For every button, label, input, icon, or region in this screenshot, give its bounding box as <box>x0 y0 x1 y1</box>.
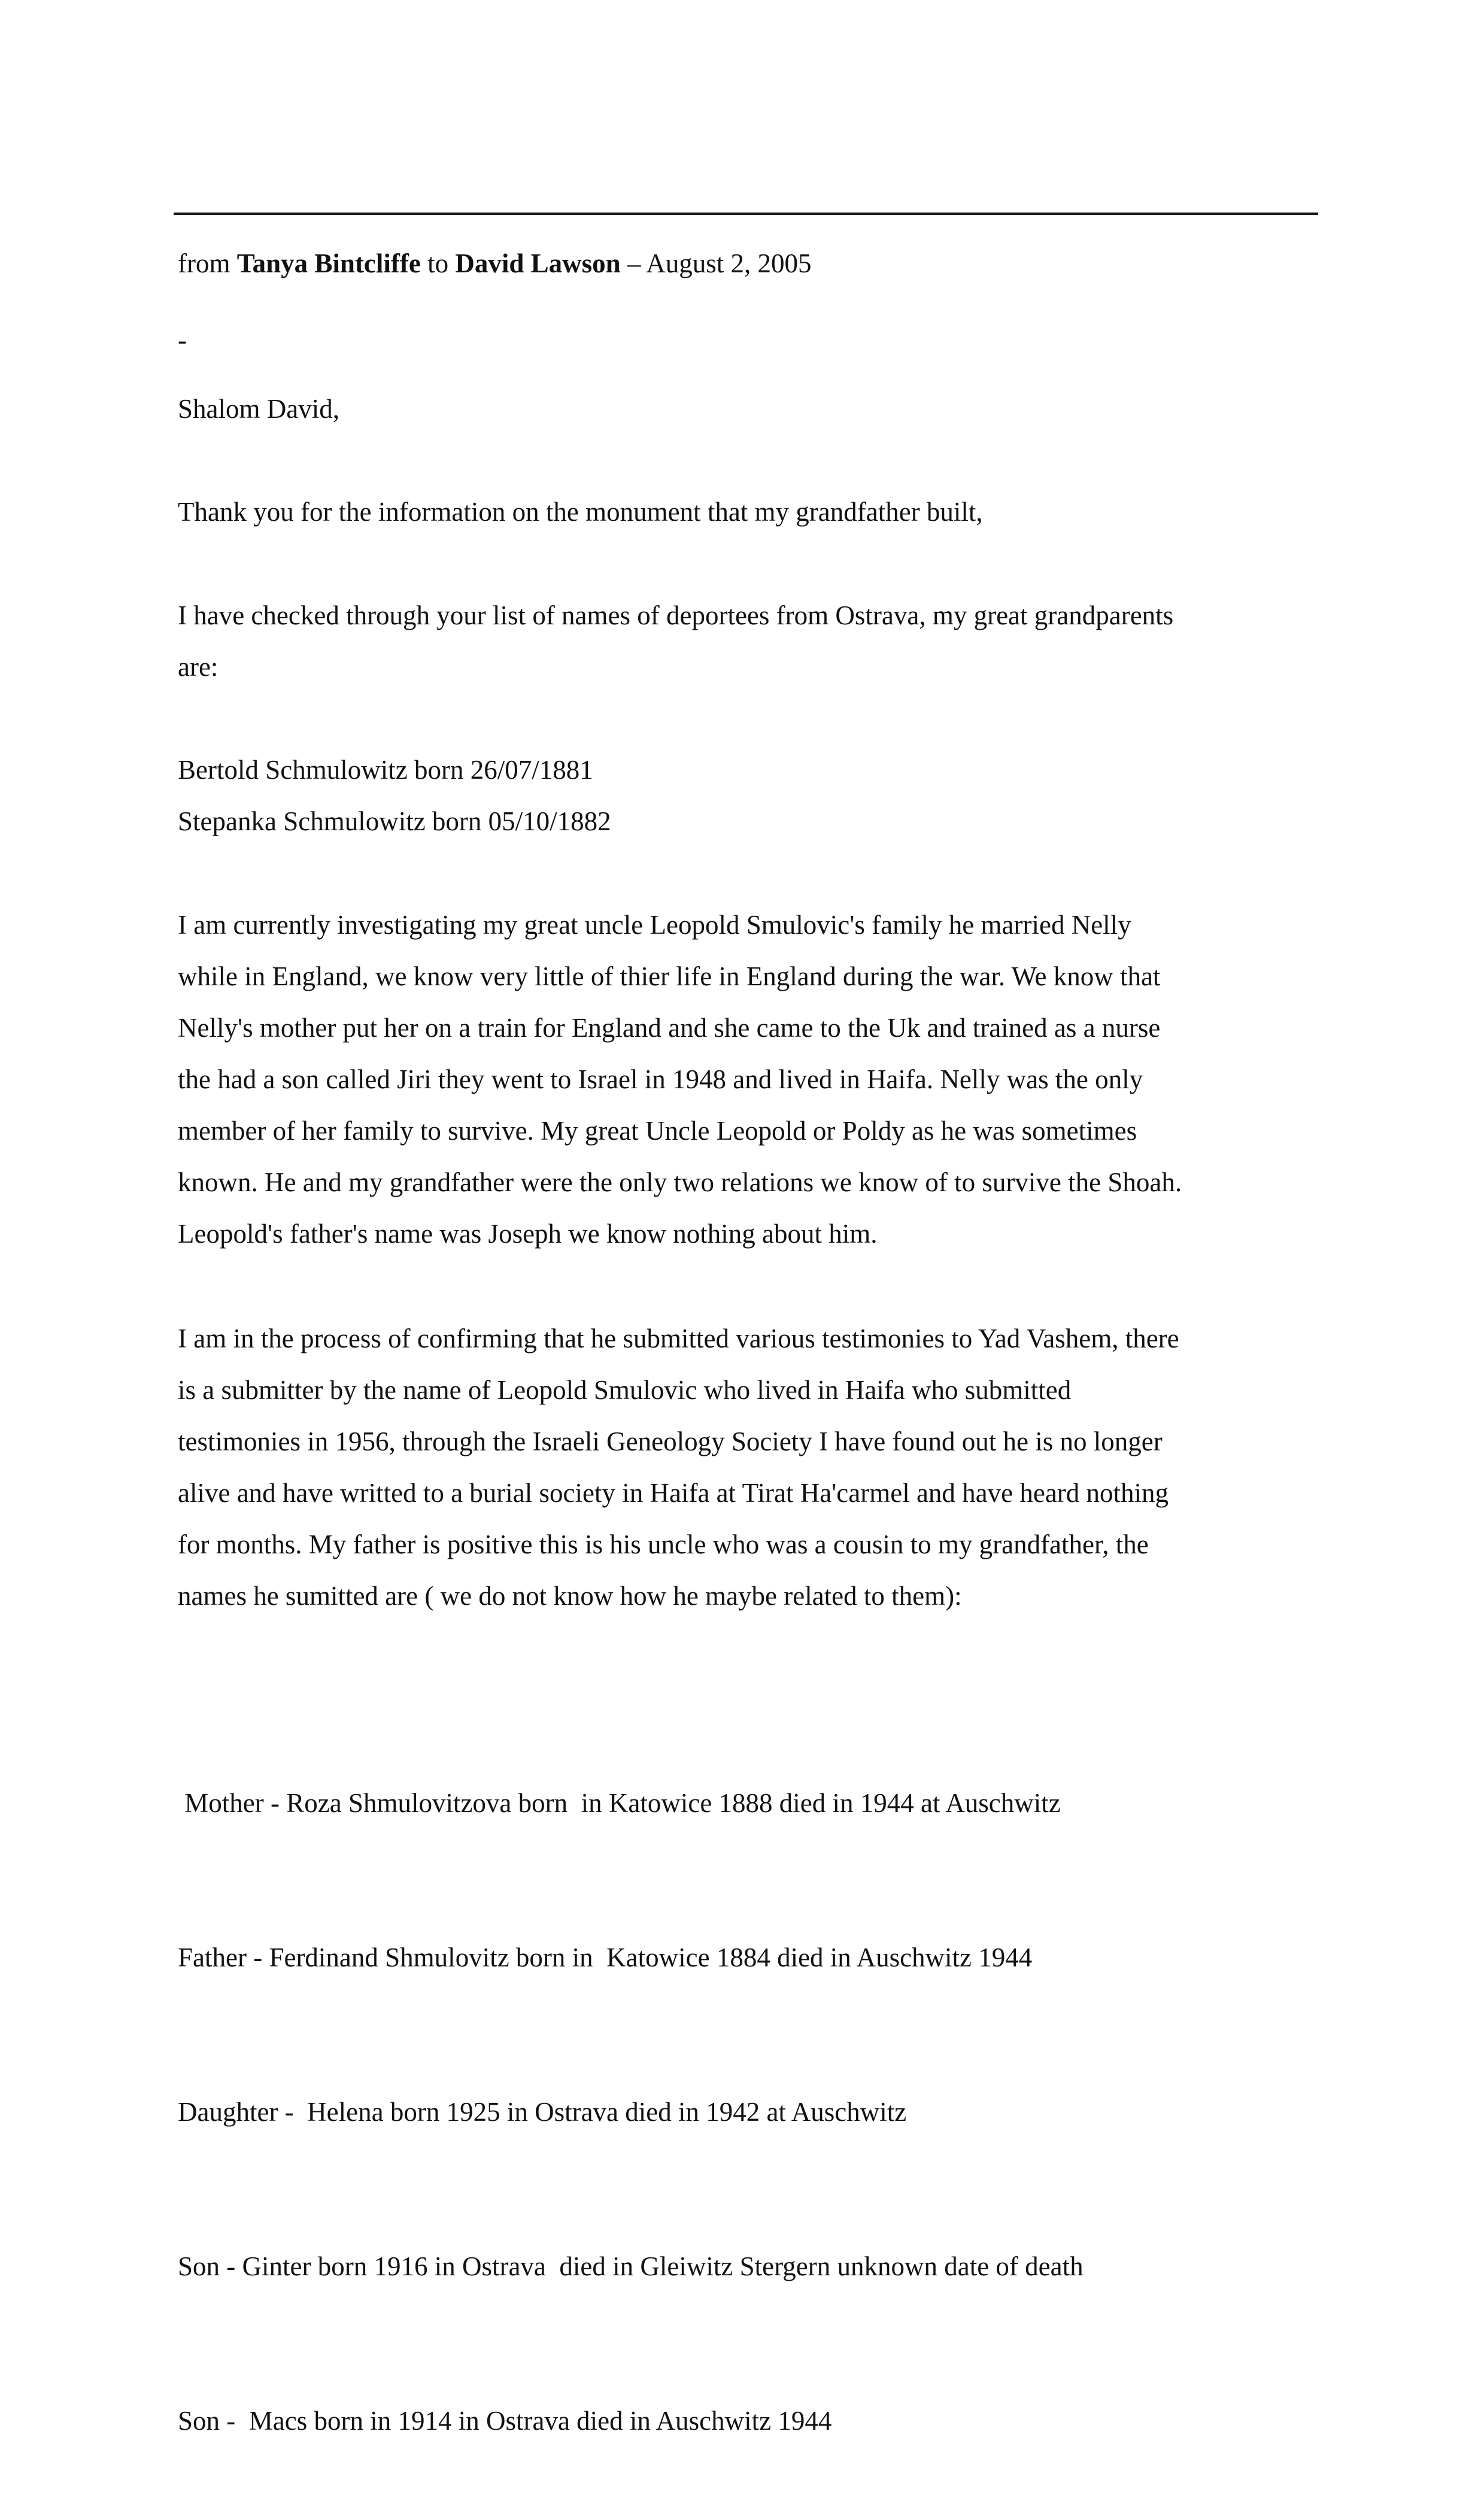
family-members-list <box>178 1674 1321 2498</box>
great-grandparents-list <box>178 744 1321 847</box>
paragraph-line: for months. My father is positive this is his uncle who was a cousin to my grandfather, the <box>178 1529 1149 1559</box>
list-item: Son - Macs born in 1914 in Ostrava died in Auschwitz 1944 <box>178 2406 832 2436</box>
paragraph-line: Thank you for the information on the monument that my grandfather built, <box>178 497 983 527</box>
paragraph-deportees <box>178 590 1321 693</box>
list-item: Son - Ginter born 1916 in Ostrava died in Gleiwitz Stergern unknown date of death <box>178 2251 1084 2281</box>
paragraph-line: member of her family to survive. My great Uncle Leopold or Poldy as he was sometimes <box>178 1116 1137 1146</box>
list-item: Bertold Schmulowitz born 26/07/1881 <box>178 755 593 785</box>
letter-date: August 2, 2005 <box>646 248 812 278</box>
paragraph-line: alive and have writted to a burial society in Haifa at Tirat Ha'carmel and have heard nothing <box>178 1478 1169 1508</box>
paragraph-line: known. He and my grandfather were the only two relations we know of to survive the Shoah. <box>178 1167 1182 1197</box>
greeting: Shalom David, <box>178 394 339 424</box>
paragraph-line: names he sumitted are ( we do not know how he maybe related to them): <box>178 1581 962 1611</box>
recipient-name: David Lawson <box>455 248 621 278</box>
from-label: from <box>178 248 230 278</box>
dash-line: - <box>178 325 187 355</box>
list-item: Father - Ferdinand Shmulovitz born in Katowice 1884 died in Auschwitz 1944 <box>178 1942 1033 1972</box>
paragraph-thanks <box>178 486 1321 538</box>
paragraph-testimonies <box>178 1313 1321 1622</box>
list-item: Stepanka Schmulowitz born 05/10/1882 <box>178 806 611 836</box>
paragraph-line: Nelly's mother put her on a train for England and she came to the Uk and trained as a nurse <box>178 1013 1161 1043</box>
header-rule <box>174 213 1318 215</box>
list-item: Mother - Roza Shmulovitzova born in Katowice 1888 died in 1944 at Auschwitz <box>178 1788 1061 1818</box>
paragraph-line: the had a son called Jiri they went to Israel in 1948 and lived in Haifa. Nelly was the only <box>178 1064 1143 1094</box>
paragraph-line: I am in the process of confirming that he submitted various testimonies to Yad Vashem, there <box>178 1324 1179 1353</box>
paragraph-line: I am currently investigating my great uncle Leopold Smulovic's family he married Nelly <box>178 910 1131 940</box>
date-separator: – <box>627 248 641 278</box>
paragraph-line: Leopold's father's name was Joseph we know nothing about him. <box>178 1219 878 1249</box>
list-item: Daughter - Helena born 1925 in Ostrava died in 1942 at Auschwitz <box>178 2097 907 2127</box>
paragraph-line: are: <box>178 652 218 682</box>
paragraph-line: I have checked through your list of names of deportees from Ostrava, my great grandparents <box>178 600 1174 630</box>
paragraph-line: while in England, we know very little of thier life in England during the war. We know that <box>178 961 1161 991</box>
paragraph-leopold <box>178 899 1321 1259</box>
sender-name: Tanya Bintcliffe <box>236 248 421 278</box>
to-label: to <box>427 248 449 278</box>
paragraph-line: is a submitter by the name of Leopold Smulovic who lived in Haifa who submitted <box>178 1375 1072 1405</box>
paragraph-line: testimonies in 1956, through the Israeli Geneology Society I have found out he is no longer <box>178 1426 1163 1456</box>
letter-header <box>178 238 1321 289</box>
